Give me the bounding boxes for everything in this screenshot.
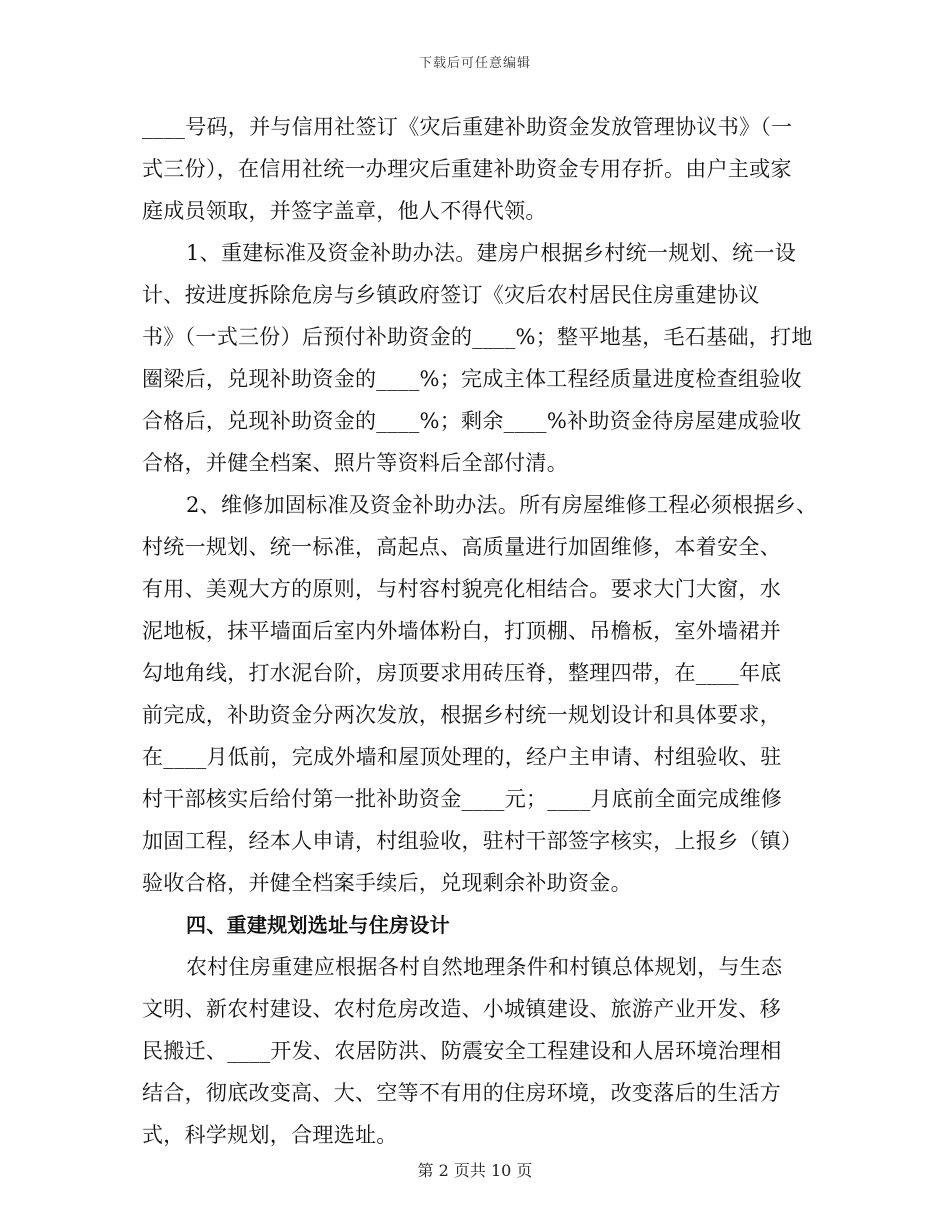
text-line: 圈梁后，兑现补助资金的____%；完成主体工程经质量进度检查组验收 xyxy=(142,367,802,391)
text-line: 泥地板，抹平墙面后室内外墙体粉白，打顶棚、吊檐板，室外墙裙并 xyxy=(142,619,781,643)
document-body xyxy=(142,106,832,1156)
text-line: 计、按进度拆除危房与乡镇政府签订《灾后农村居民住房重建协议 xyxy=(142,283,760,307)
section-2-title-line: 2、维修加固标准及资金补助办法。所有房屋维修工程必须根据乡、 xyxy=(186,493,818,517)
text-line: 在____月低前，完成外墙和屋顶处理的，经户主申请、村组验收、驻 xyxy=(142,745,782,769)
text-line: 村干部核实后给付第一批补助资金____元；____月底前全面完成维修 xyxy=(142,787,783,811)
text-line: 合格，并健全档案、照片等资料后全部付清。 xyxy=(142,451,568,475)
page-header: 下载后可任意编辑 xyxy=(418,56,531,71)
text-line: 合格后，兑现补助资金的____%；剩余____%补助资金待房屋建成验收 xyxy=(142,409,802,433)
text-line: 有用、美观大方的原则，与村容村貌亮化相结合。要求大门大窗，水 xyxy=(142,577,781,601)
text-line: 书》（一式三份）后预付补助资金的____%；整平地基，毛石基础，打地 xyxy=(142,325,813,349)
page-number: 第 2 页共 10 页 xyxy=(417,1161,533,1180)
text-line: 村统一规划、统一标准，高起点、高质量进行加固维修，本着安全、 xyxy=(142,535,781,559)
text-line: 庭成员领取，并签字盖章，他人不得代领。 xyxy=(142,199,547,223)
section-1-title-line: 1、重建标准及资金补助办法。建房户根据乡村统一规划、统一设 xyxy=(186,241,797,265)
text-line: 验收合格，并健全档案手续后，兑现剩余补助资金。 xyxy=(142,871,632,895)
text-line: 加固工程，经本人申请，村组验收，驻村干部签字核实，上报乡（镇） xyxy=(142,829,803,853)
text-line: 农村住房重建应根据各村自然地理条件和村镇总体规划，与生态 xyxy=(186,955,783,979)
text-line: 文明、新农村建设、农村危房改造、小城镇建设、旅游产业开发、移 xyxy=(142,997,781,1021)
text-line: 结合，彻底改变高、大、空等不有用的住房环境，改变落后的生活方 xyxy=(142,1081,781,1105)
text-line: 勾地角线，打水泥台阶，房顶要求用砖压脊，整理四带，在____年底 xyxy=(142,661,782,685)
text-line: 式三份），在信用社统一办理灾后重建补助资金专用存折。由户主或家 xyxy=(142,157,792,181)
text-line: 式，科学规划，合理选址。 xyxy=(142,1123,398,1147)
text-line: ____号码，并与信用社签订《灾后重建补助资金发放管理协议书》（一 xyxy=(142,115,793,139)
text-line: 前完成，补助资金分两次发放，根据乡村统一规划设计和具体要求， xyxy=(142,703,781,727)
section-heading: 四、重建规划选址与住房设计 xyxy=(186,913,450,937)
text-line: 民搬迁、____开发、农居防洪、防震安全工程建设和人居环境治理相 xyxy=(142,1039,782,1063)
